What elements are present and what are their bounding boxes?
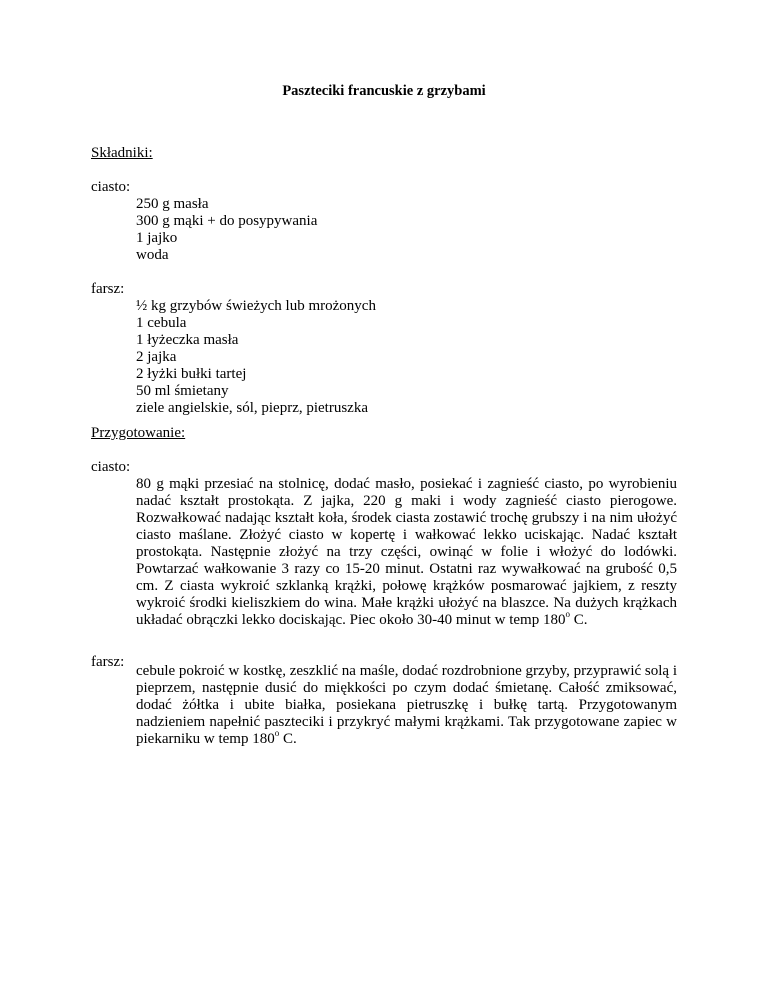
preparation-dough-label: ciasto: [91,459,131,475]
list-item: 2 jajka [136,349,177,365]
preparation-filling-text [136,663,677,748]
list-item: 250 g masła [136,196,209,212]
preparation-dough-body: 80 g mąki przesiać na stolnicę, dodać masło, posiekać i zagnieść ciasto, po wyrobieniu nadać kształt prostokąta. Z jajka, 220 g maki i wody zagnieść ciasto pierogowe. Rozwałkować nadając kształt koła, środek ciasta zostawić trochę grubszy i na nim ułożyć ciasto maślane. Złożyć ciasto w kopertę i wałkować lekko uciskając. Nadać kształt prostokąta. Następnie złożyć na trzy części, owinąć w folie i włożyć do lodówki. Powtarzać wałkowanie 3 razy co 15-20 minut. Ostatni raz wywałkować na grubość 0,5 cm. Z ciasta wykroić szklanką krążki, połowę krążków posmarować jajkiem, z reszty wykroić środki kieliszkiem do wina. Małe krążki ułożyć na blaszce. Na dużych krążkach układać obrączki lekko dociskając. Piec około 30-40 minut w temp 180 [136,476,677,628]
temperature-unit: C. [279,731,297,747]
preparation-filling-label: farsz: [91,654,125,670]
temperature-unit: C. [569,612,588,628]
recipe-title: Paszteciki francuskie z grzybami [282,83,486,99]
degree-sign: o [274,728,280,738]
ingredients-dough-label: ciasto: [91,179,131,195]
ingredients-heading: Składniki: [91,145,153,161]
list-item: 300 g mąki + do posypywania [136,213,318,229]
degree-sign: o [565,609,570,619]
ingredients-filling-list [136,298,376,417]
list-item: 1 łyżeczka masła [136,332,239,348]
preparation-dough-text [136,476,677,629]
list-item: ziele angielskie, sól, pieprz, pietruszka [136,400,368,416]
ingredients-filling-label: farsz: [91,281,125,297]
preparation-heading: Przygotowanie: [91,425,186,441]
list-item: ½ kg grzybów świeżych lub mrożonych [136,298,376,314]
list-item: 50 ml śmietany [136,383,229,399]
list-item: 1 cebula [136,315,187,331]
ingredients-dough-list [136,196,317,264]
preparation-filling-body: cebule pokroić w kostkę, zeszklić na maśle, dodać rozdrobnione grzyby, przyprawić solą i pieprzem, następnie dusić do miękkości po czym dodać śmietanę. Całość zmiksować, dodać żółtka i ubite białka, posiekana pietruszkę i bułkę tartą. Przygotowanym nadzieniem napełnić paszteciki i przykryć małymi krążkami. Tak przygotowane zapiec w piekarniku w temp 180 [136,663,677,747]
list-item: woda [136,247,169,263]
list-item: 1 jajko [136,230,178,246]
list-item: 2 łyżki bułki tartej [136,366,247,382]
